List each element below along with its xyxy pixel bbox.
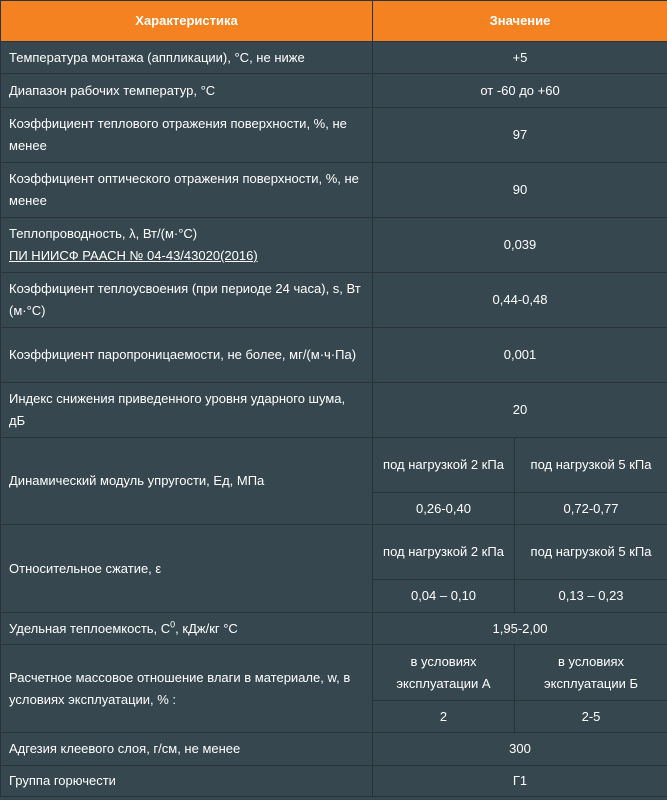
- row-label: Коэффициент теплоусвоения (при периоде 24 часа), s, Вт (м·°С): [1, 273, 373, 328]
- table-row: [1, 645, 667, 701]
- sub-value: 0,04 – 0,10: [373, 580, 515, 613]
- sub-value: 0,26-0,40: [373, 493, 515, 525]
- row-label: Температура монтажа (аппликации), °С, не ниже: [1, 42, 373, 74]
- row-label-cell: [1, 218, 373, 273]
- row-value: 1,95-2,00: [373, 613, 667, 645]
- row-value: 97: [373, 108, 667, 163]
- sub-header: под нагрузкой 2 кПа: [373, 525, 515, 580]
- sub-value: 0,13 – 0,23: [515, 580, 667, 613]
- sub-header: под нагрузкой 5 кПа: [515, 525, 667, 580]
- table-row: [1, 163, 667, 218]
- table-row: [1, 383, 667, 438]
- row-value: 0,001: [373, 328, 667, 383]
- header-characteristic: Характеристика: [1, 1, 373, 42]
- sub-header: в условиях эксплуатации Б: [515, 645, 667, 701]
- sub-header: под нагрузкой 5 кПа: [515, 438, 667, 493]
- row-value: 0,039: [373, 218, 667, 273]
- row-label: Относительное сжатие, ε: [1, 525, 373, 613]
- table-row: [1, 613, 667, 645]
- sub-header: под нагрузкой 2 кПа: [373, 438, 515, 493]
- row-label: Диапазон рабочих температур, °С: [1, 74, 373, 108]
- sub-value: 2-5: [515, 701, 667, 733]
- row-value: от -60 до +60: [373, 74, 667, 108]
- table-header-row: [1, 1, 667, 42]
- table-row: [1, 438, 667, 493]
- row-label-cell: [1, 613, 373, 645]
- table-row: [1, 766, 667, 797]
- header-value: Значение: [373, 1, 667, 42]
- table-row: [1, 74, 667, 108]
- row-label: Коэффициент теплового отражения поверхности, %, не менее: [1, 108, 373, 163]
- row-label: Индекс снижения приведенного уровня ударного шума, дБ: [1, 383, 373, 438]
- row-label: Группа горючести: [1, 766, 373, 797]
- sub-header: в условиях эксплуатации А: [373, 645, 515, 701]
- row-label-suffix: , кДж/кг °С: [175, 620, 238, 636]
- table-row: [1, 273, 667, 328]
- table-row: [1, 218, 667, 273]
- row-label: Расчетное массовое отношение влаги в материале, w, в условиях эксплуатации, % :: [1, 645, 373, 733]
- table-row: [1, 525, 667, 580]
- row-value: +5: [373, 42, 667, 74]
- row-value: 90: [373, 163, 667, 218]
- row-label: Коэффициент оптического отражения поверхности, %, не менее: [1, 163, 373, 218]
- row-value: 300: [373, 733, 667, 766]
- row-label: Адгезия клеевого слоя, г/см, не менее: [1, 733, 373, 766]
- row-value: Г1: [373, 766, 667, 797]
- row-label: Теплопроводность, λ, Вт/(м·°С): [9, 226, 198, 241]
- table-row: [1, 733, 667, 766]
- row-value: 20: [373, 383, 667, 438]
- row-label: Удельная теплоемкость, С: [9, 620, 171, 636]
- table-row: [1, 42, 667, 74]
- sub-value: 2: [373, 701, 515, 733]
- row-value: 0,44-0,48: [373, 273, 667, 328]
- table-row: [1, 108, 667, 163]
- row-label: Коэффициент паропроницаемости, не более, мг/(м·ч·Па): [1, 328, 373, 383]
- sub-value: 0,72-0,77: [515, 493, 667, 525]
- label-superscript: 0: [170, 619, 176, 630]
- certificate-link[interactable]: ПИ НИИСФ РААСН № 04-43/43020(2016): [9, 248, 258, 263]
- table-row: [1, 328, 667, 383]
- row-label: Динамический модуль упругости, Ед, МПа: [1, 438, 373, 525]
